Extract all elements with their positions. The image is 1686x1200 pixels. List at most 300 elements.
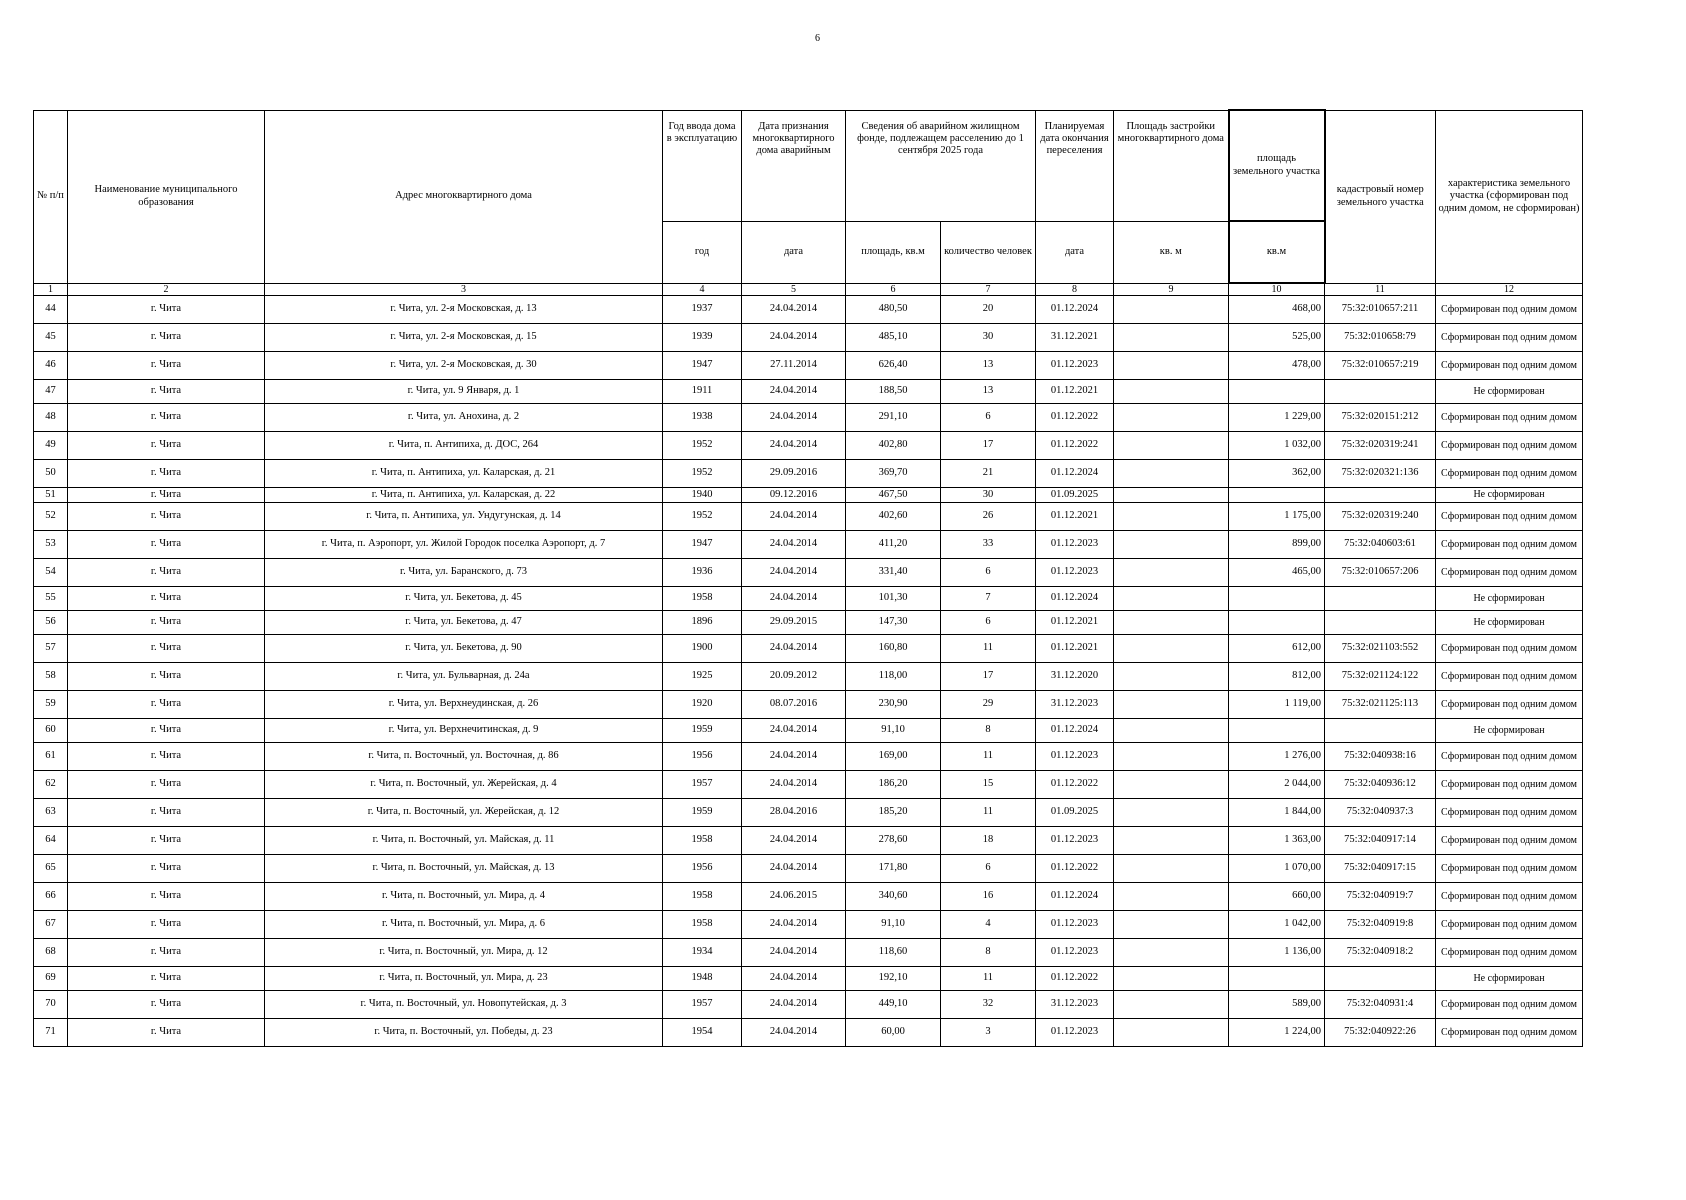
building-area-cell: [1114, 380, 1229, 404]
table-row: [34, 587, 1583, 611]
area-cell: 331,40: [846, 559, 941, 587]
emergency-date-cell: 24.04.2014: [742, 324, 846, 352]
table-row: [34, 460, 1583, 488]
municipality-cell: г. Чита: [68, 404, 265, 432]
address-cell: г. Чита, п. Восточный, ул. Мира, д. 23: [265, 967, 663, 991]
area-cell: 188,50: [846, 380, 941, 404]
table-row: [34, 324, 1583, 352]
land-area-cell: 478,00: [1229, 352, 1325, 380]
header-sub-sqm2: кв.м: [1229, 221, 1325, 283]
municipality-cell: г. Чита: [68, 939, 265, 967]
table-body: [34, 296, 1583, 1047]
table-row: [34, 432, 1583, 460]
emergency-date-cell: 24.04.2014: [742, 855, 846, 883]
building-area-cell: [1114, 635, 1229, 663]
area-cell: 278,60: [846, 827, 941, 855]
land-area-cell: 525,00: [1229, 324, 1325, 352]
planned-date-cell: 31.12.2020: [1036, 663, 1114, 691]
land-area-cell: 362,00: [1229, 460, 1325, 488]
building-area-cell: [1114, 611, 1229, 635]
people-count-cell: 7: [941, 587, 1036, 611]
land-area-cell: 1 136,00: [1229, 939, 1325, 967]
housing-register-table: [33, 109, 1583, 1047]
planned-date-cell: 31.12.2023: [1036, 991, 1114, 1019]
emergency-date-cell: 24.04.2014: [742, 991, 846, 1019]
cadastral-number-cell: 75:32:040917:14: [1325, 827, 1436, 855]
column-number: 2: [68, 283, 265, 296]
land-area-cell: 612,00: [1229, 635, 1325, 663]
address-cell: г. Чита, п. Антипиха, ул. Каларская, д. 21: [265, 460, 663, 488]
building-area-cell: [1114, 404, 1229, 432]
area-cell: 411,20: [846, 531, 941, 559]
cadastral-number-cell: [1325, 380, 1436, 404]
year-cell: 1952: [663, 503, 742, 531]
row-number: 55: [34, 587, 68, 611]
emergency-date-cell: 24.04.2014: [742, 743, 846, 771]
planned-date-cell: 01.12.2024: [1036, 883, 1114, 911]
year-cell: 1937: [663, 296, 742, 324]
cadastral-number-cell: 75:32:040938:16: [1325, 743, 1436, 771]
header-cadastral: кадастровый номер земельного участка: [1325, 110, 1436, 283]
building-area-cell: [1114, 827, 1229, 855]
building-area-cell: [1114, 719, 1229, 743]
planned-date-cell: 01.12.2021: [1036, 503, 1114, 531]
emergency-date-cell: 27.11.2014: [742, 352, 846, 380]
area-cell: 449,10: [846, 991, 941, 1019]
address-cell: г. Чита, п. Восточный, ул. Восточная, д. 86: [265, 743, 663, 771]
emergency-date-cell: 24.04.2014: [742, 911, 846, 939]
address-cell: г. Чита, п. Восточный, ул. Мира, д. 12: [265, 939, 663, 967]
table-row: [34, 559, 1583, 587]
cadastral-number-cell: 75:32:010657:219: [1325, 352, 1436, 380]
land-area-cell: 2 044,00: [1229, 771, 1325, 799]
column-number: 12: [1436, 283, 1583, 296]
header-land-char: характеристика земельного участка (сформирован под одним домом, не сформирован): [1436, 110, 1583, 283]
area-cell: 192,10: [846, 967, 941, 991]
header-municipality: Наименование муниципального образования: [68, 110, 265, 283]
land-area-cell: 1 363,00: [1229, 827, 1325, 855]
cadastral-number-cell: 75:32:020319:240: [1325, 503, 1436, 531]
table-row: [34, 883, 1583, 911]
building-area-cell: [1114, 967, 1229, 991]
planned-date-cell: 01.12.2023: [1036, 559, 1114, 587]
row-number: 60: [34, 719, 68, 743]
building-area-cell: [1114, 939, 1229, 967]
emergency-date-cell: 09.12.2016: [742, 488, 846, 503]
people-count-cell: 16: [941, 883, 1036, 911]
address-cell: г. Чита, п. Аэропорт, ул. Жилой Городок поселка Аэропорт, д. 7: [265, 531, 663, 559]
municipality-cell: г. Чита: [68, 663, 265, 691]
table-row: [34, 663, 1583, 691]
emergency-date-cell: 24.04.2014: [742, 1019, 846, 1047]
emergency-date-cell: 24.04.2014: [742, 432, 846, 460]
emergency-date-cell: 24.04.2014: [742, 635, 846, 663]
emergency-date-cell: 24.04.2014: [742, 296, 846, 324]
land-status-cell: Сформирован под одним домом: [1436, 743, 1583, 771]
land-status-cell: Сформирован под одним домом: [1436, 296, 1583, 324]
area-cell: 340,60: [846, 883, 941, 911]
people-count-cell: 30: [941, 324, 1036, 352]
column-number: 8: [1036, 283, 1114, 296]
header-sub-date: дата: [742, 221, 846, 283]
people-count-cell: 11: [941, 635, 1036, 663]
planned-date-cell: 31.12.2023: [1036, 691, 1114, 719]
table-row: [34, 827, 1583, 855]
land-area-cell: 812,00: [1229, 663, 1325, 691]
municipality-cell: г. Чита: [68, 771, 265, 799]
people-count-cell: 17: [941, 432, 1036, 460]
building-area-cell: [1114, 1019, 1229, 1047]
row-number: 71: [34, 1019, 68, 1047]
address-cell: г. Чита, ул. Баранского, д. 73: [265, 559, 663, 587]
table-row: [34, 503, 1583, 531]
planned-date-cell: 01.12.2023: [1036, 743, 1114, 771]
column-number: 1: [34, 283, 68, 296]
emergency-date-cell: 24.04.2014: [742, 503, 846, 531]
building-area-cell: [1114, 911, 1229, 939]
municipality-cell: г. Чита: [68, 719, 265, 743]
land-status-cell: Не сформирован: [1436, 611, 1583, 635]
area-cell: 291,10: [846, 404, 941, 432]
planned-date-cell: 01.12.2021: [1036, 380, 1114, 404]
municipality-cell: г. Чита: [68, 324, 265, 352]
header-num: № п/п: [34, 110, 68, 283]
land-area-cell: [1229, 488, 1325, 503]
area-cell: 169,00: [846, 743, 941, 771]
cadastral-number-cell: 75:32:010658:79: [1325, 324, 1436, 352]
column-number: 4: [663, 283, 742, 296]
address-cell: г. Чита, п. Антипиха, д. ДОС, 264: [265, 432, 663, 460]
land-status-cell: Сформирован под одним домом: [1436, 503, 1583, 531]
land-status-cell: Сформирован под одним домом: [1436, 635, 1583, 663]
land-status-cell: Сформирован под одним домом: [1436, 432, 1583, 460]
land-status-cell: Сформирован под одним домом: [1436, 939, 1583, 967]
planned-date-cell: 01.09.2025: [1036, 799, 1114, 827]
header-planned-date: Планируемая дата окончания переселения: [1036, 110, 1114, 221]
area-cell: 91,10: [846, 719, 941, 743]
municipality-cell: г. Чита: [68, 883, 265, 911]
land-status-cell: Сформирован под одним домом: [1436, 559, 1583, 587]
planned-date-cell: 01.12.2024: [1036, 296, 1114, 324]
address-cell: г. Чита, ул. 2-я Московская, д. 13: [265, 296, 663, 324]
header-sub-people: количество человек: [941, 221, 1036, 283]
people-count-cell: 18: [941, 827, 1036, 855]
building-area-cell: [1114, 799, 1229, 827]
cadastral-number-cell: 75:32:040917:15: [1325, 855, 1436, 883]
header-date-emergency: Дата признания многоквартирного дома аварийным: [742, 110, 846, 221]
land-area-cell: 1 175,00: [1229, 503, 1325, 531]
land-area-cell: 1 119,00: [1229, 691, 1325, 719]
table-row: [34, 967, 1583, 991]
year-cell: 1947: [663, 352, 742, 380]
emergency-date-cell: 24.04.2014: [742, 827, 846, 855]
year-cell: 1954: [663, 1019, 742, 1047]
municipality-cell: г. Чита: [68, 587, 265, 611]
people-count-cell: 8: [941, 719, 1036, 743]
table-row: [34, 296, 1583, 324]
table-row: [34, 991, 1583, 1019]
row-number: 69: [34, 967, 68, 991]
land-status-cell: Сформирован под одним домом: [1436, 352, 1583, 380]
cadastral-number-cell: 75:32:040937:3: [1325, 799, 1436, 827]
building-area-cell: [1114, 691, 1229, 719]
area-cell: 186,20: [846, 771, 941, 799]
building-area-cell: [1114, 587, 1229, 611]
row-number: 50: [34, 460, 68, 488]
column-number: 5: [742, 283, 846, 296]
land-status-cell: Сформирован под одним домом: [1436, 855, 1583, 883]
people-count-cell: 8: [941, 939, 1036, 967]
cadastral-number-cell: 75:32:010657:211: [1325, 296, 1436, 324]
land-area-cell: [1229, 719, 1325, 743]
header-sub-area: площадь, кв.м: [846, 221, 941, 283]
municipality-cell: г. Чита: [68, 488, 265, 503]
emergency-date-cell: 24.04.2014: [742, 587, 846, 611]
header-sub-year: год: [663, 221, 742, 283]
address-cell: г. Чита, ул. Бекетова, д. 45: [265, 587, 663, 611]
column-number: 7: [941, 283, 1036, 296]
year-cell: 1958: [663, 587, 742, 611]
emergency-date-cell: 28.04.2016: [742, 799, 846, 827]
table-row: [34, 380, 1583, 404]
building-area-cell: [1114, 531, 1229, 559]
row-number: 64: [34, 827, 68, 855]
land-area-cell: 1 042,00: [1229, 911, 1325, 939]
land-area-cell: [1229, 611, 1325, 635]
building-area-cell: [1114, 991, 1229, 1019]
cadastral-number-cell: [1325, 611, 1436, 635]
year-cell: 1936: [663, 559, 742, 587]
municipality-cell: г. Чита: [68, 611, 265, 635]
people-count-cell: 29: [941, 691, 1036, 719]
table-row: [34, 855, 1583, 883]
people-count-cell: 4: [941, 911, 1036, 939]
planned-date-cell: 01.12.2021: [1036, 635, 1114, 663]
emergency-date-cell: 24.04.2014: [742, 719, 846, 743]
land-area-cell: 468,00: [1229, 296, 1325, 324]
year-cell: 1957: [663, 991, 742, 1019]
people-count-cell: 21: [941, 460, 1036, 488]
planned-date-cell: 01.12.2022: [1036, 855, 1114, 883]
building-area-cell: [1114, 460, 1229, 488]
land-area-cell: [1229, 967, 1325, 991]
row-number: 54: [34, 559, 68, 587]
row-number: 59: [34, 691, 68, 719]
planned-date-cell: 01.12.2022: [1036, 967, 1114, 991]
row-number: 49: [34, 432, 68, 460]
address-cell: г. Чита, п. Восточный, ул. Жерейская, д. 4: [265, 771, 663, 799]
people-count-cell: 13: [941, 380, 1036, 404]
emergency-date-cell: 24.04.2014: [742, 380, 846, 404]
planned-date-cell: 01.12.2024: [1036, 719, 1114, 743]
row-number: 51: [34, 488, 68, 503]
emergency-date-cell: 24.06.2015: [742, 883, 846, 911]
area-cell: 60,00: [846, 1019, 941, 1047]
header-address: Адрес многоквартирного дома: [265, 110, 663, 283]
table-row: [34, 611, 1583, 635]
land-status-cell: Сформирован под одним домом: [1436, 827, 1583, 855]
address-cell: г. Чита, п. Антипиха, ул. Каларская, д. 22: [265, 488, 663, 503]
planned-date-cell: 01.12.2023: [1036, 352, 1114, 380]
area-cell: 118,00: [846, 663, 941, 691]
land-area-cell: [1229, 380, 1325, 404]
people-count-cell: 3: [941, 1019, 1036, 1047]
year-cell: 1900: [663, 635, 742, 663]
row-number: 65: [34, 855, 68, 883]
land-status-cell: Сформирован под одним домом: [1436, 991, 1583, 1019]
cadastral-number-cell: 75:32:040918:2: [1325, 939, 1436, 967]
year-cell: 1925: [663, 663, 742, 691]
area-cell: 171,80: [846, 855, 941, 883]
building-area-cell: [1114, 324, 1229, 352]
row-number: 63: [34, 799, 68, 827]
cadastral-number-cell: [1325, 719, 1436, 743]
header-land-area: площадь земельного участка: [1229, 110, 1325, 221]
municipality-cell: г. Чита: [68, 855, 265, 883]
land-status-cell: Сформирован под одним домом: [1436, 799, 1583, 827]
table-row: [34, 635, 1583, 663]
row-number: 66: [34, 883, 68, 911]
building-area-cell: [1114, 488, 1229, 503]
cadastral-number-cell: 75:32:021103:552: [1325, 635, 1436, 663]
municipality-cell: г. Чита: [68, 635, 265, 663]
cadastral-number-cell: 75:32:021124:122: [1325, 663, 1436, 691]
cadastral-number-cell: 75:32:020321:136: [1325, 460, 1436, 488]
year-cell: 1959: [663, 719, 742, 743]
land-area-cell: 1 844,00: [1229, 799, 1325, 827]
cadastral-number-cell: 75:32:040922:26: [1325, 1019, 1436, 1047]
planned-date-cell: 01.12.2023: [1036, 939, 1114, 967]
land-status-cell: Сформирован под одним домом: [1436, 691, 1583, 719]
address-cell: г. Чита, ул. Верхнечитинская, д. 9: [265, 719, 663, 743]
building-area-cell: [1114, 432, 1229, 460]
address-cell: г. Чита, п. Восточный, ул. Победы, д. 23: [265, 1019, 663, 1047]
table-row: [34, 531, 1583, 559]
table-row: [34, 743, 1583, 771]
emergency-date-cell: 24.04.2014: [742, 939, 846, 967]
municipality-cell: г. Чита: [68, 1019, 265, 1047]
year-cell: 1934: [663, 939, 742, 967]
column-number: 11: [1325, 283, 1436, 296]
building-area-cell: [1114, 296, 1229, 324]
row-number: 52: [34, 503, 68, 531]
area-cell: 402,60: [846, 503, 941, 531]
address-cell: г. Чита, ул. Бекетова, д. 90: [265, 635, 663, 663]
land-area-cell: 660,00: [1229, 883, 1325, 911]
municipality-cell: г. Чита: [68, 991, 265, 1019]
people-count-cell: 11: [941, 799, 1036, 827]
land-status-cell: Сформирован под одним домом: [1436, 771, 1583, 799]
land-status-cell: Сформирован под одним домом: [1436, 324, 1583, 352]
row-number: 48: [34, 404, 68, 432]
building-area-cell: [1114, 663, 1229, 691]
planned-date-cell: 01.12.2023: [1036, 1019, 1114, 1047]
year-cell: 1952: [663, 432, 742, 460]
address-cell: г. Чита, ул. Бульварная, д. 24а: [265, 663, 663, 691]
people-count-cell: 13: [941, 352, 1036, 380]
year-cell: 1896: [663, 611, 742, 635]
people-count-cell: 30: [941, 488, 1036, 503]
land-area-cell: 1 070,00: [1229, 855, 1325, 883]
planned-date-cell: 31.12.2021: [1036, 324, 1114, 352]
emergency-date-cell: 29.09.2016: [742, 460, 846, 488]
header-building-area: Площадь застройки многоквартирного дома: [1114, 110, 1229, 221]
emergency-date-cell: 24.04.2014: [742, 967, 846, 991]
municipality-cell: г. Чита: [68, 296, 265, 324]
cadastral-number-cell: 75:32:021125:113: [1325, 691, 1436, 719]
building-area-cell: [1114, 771, 1229, 799]
table-row: [34, 488, 1583, 503]
column-number: 6: [846, 283, 941, 296]
land-area-cell: 1 229,00: [1229, 404, 1325, 432]
address-cell: г. Чита, ул. Бекетова, д. 47: [265, 611, 663, 635]
people-count-cell: 6: [941, 611, 1036, 635]
cadastral-number-cell: 75:32:020319:241: [1325, 432, 1436, 460]
land-status-cell: Не сформирован: [1436, 488, 1583, 503]
table-row: [34, 352, 1583, 380]
emergency-date-cell: 08.07.2016: [742, 691, 846, 719]
address-cell: г. Чита, п. Восточный, ул. Мира, д. 6: [265, 911, 663, 939]
table-row: [34, 799, 1583, 827]
land-status-cell: Не сформирован: [1436, 380, 1583, 404]
row-number: 62: [34, 771, 68, 799]
table-header: [34, 110, 1583, 296]
land-status-cell: Сформирован под одним домом: [1436, 883, 1583, 911]
row-number: 70: [34, 991, 68, 1019]
header-year-commissioned: Год ввода дома в эксплуатацию: [663, 110, 742, 221]
planned-date-cell: 01.12.2023: [1036, 911, 1114, 939]
table-row: [34, 691, 1583, 719]
year-cell: 1940: [663, 488, 742, 503]
area-cell: 185,20: [846, 799, 941, 827]
land-area-cell: 465,00: [1229, 559, 1325, 587]
planned-date-cell: 01.12.2022: [1036, 771, 1114, 799]
land-status-cell: Не сформирован: [1436, 967, 1583, 991]
table-row: [34, 719, 1583, 743]
year-cell: 1959: [663, 799, 742, 827]
cadastral-number-cell: [1325, 488, 1436, 503]
year-cell: 1952: [663, 460, 742, 488]
year-cell: 1947: [663, 531, 742, 559]
cadastral-number-cell: [1325, 967, 1436, 991]
people-count-cell: 15: [941, 771, 1036, 799]
people-count-cell: 6: [941, 559, 1036, 587]
area-cell: 480,50: [846, 296, 941, 324]
area-cell: 91,10: [846, 911, 941, 939]
building-area-cell: [1114, 503, 1229, 531]
municipality-cell: г. Чита: [68, 559, 265, 587]
year-cell: 1920: [663, 691, 742, 719]
address-cell: г. Чита, ул. 2-я Московская, д. 15: [265, 324, 663, 352]
people-count-cell: 20: [941, 296, 1036, 324]
address-cell: г. Чита, ул. Верхнеудинская, д. 26: [265, 691, 663, 719]
year-cell: 1958: [663, 827, 742, 855]
row-number: 47: [34, 380, 68, 404]
land-area-cell: 899,00: [1229, 531, 1325, 559]
area-cell: 485,10: [846, 324, 941, 352]
area-cell: 118,60: [846, 939, 941, 967]
land-area-cell: 1 032,00: [1229, 432, 1325, 460]
municipality-cell: г. Чита: [68, 799, 265, 827]
address-cell: г. Чита, ул. 9 Января, д. 1: [265, 380, 663, 404]
year-cell: 1939: [663, 324, 742, 352]
municipality-cell: г. Чита: [68, 911, 265, 939]
people-count-cell: 6: [941, 404, 1036, 432]
area-cell: 467,50: [846, 488, 941, 503]
building-area-cell: [1114, 743, 1229, 771]
cadastral-number-cell: 75:32:040919:7: [1325, 883, 1436, 911]
planned-date-cell: 01.12.2022: [1036, 404, 1114, 432]
